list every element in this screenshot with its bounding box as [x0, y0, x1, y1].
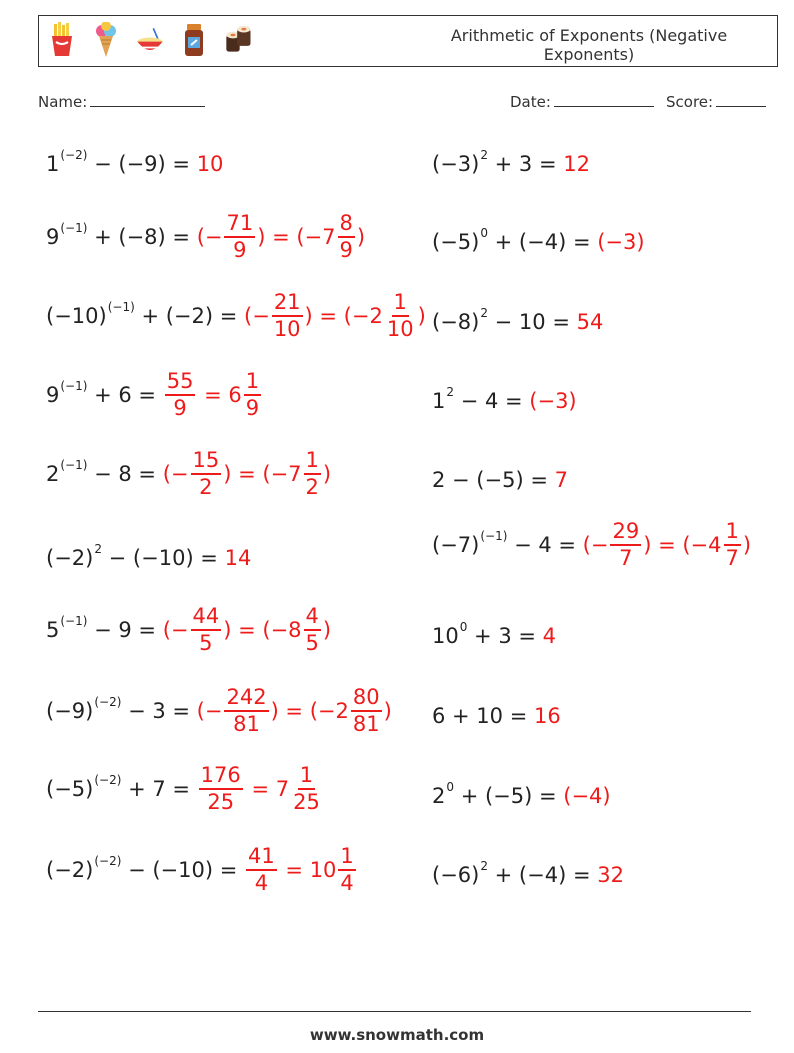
problem-left-4: [46, 365, 263, 425]
fraction-denominator: 5: [305, 631, 319, 655]
problem-operation: 6 + 10 =: [432, 704, 534, 728]
fraction: [224, 213, 255, 261]
problem-answer: (−3): [597, 230, 645, 254]
fraction: [338, 846, 355, 894]
answer-mixed-whole: ) = (−8: [223, 618, 302, 642]
fraction: [244, 371, 261, 419]
fraction-numerator: 1: [304, 450, 321, 475]
fraction: [304, 606, 321, 654]
answer-prefix: (−: [582, 533, 609, 557]
problem-answer: 32: [597, 863, 624, 887]
jam-jar-icon: [179, 22, 209, 58]
problem-left-1: [46, 134, 223, 194]
problem-right-5: [432, 450, 568, 510]
problem-operation: − 10 =: [487, 310, 577, 334]
fraction: [191, 450, 222, 498]
fries-icon: [47, 22, 77, 58]
score-field: [666, 92, 766, 111]
problem-base: 10: [432, 624, 459, 648]
fraction: [199, 765, 243, 813]
answer-suffix: ): [322, 618, 332, 642]
fraction-numerator: 1: [724, 521, 741, 546]
problem-base: (−6): [432, 863, 480, 887]
name-field: [38, 92, 205, 111]
fraction-denominator: 4: [254, 871, 269, 895]
problem-base: (−3): [432, 152, 480, 176]
problem-base: 1: [432, 389, 446, 413]
answer-prefix: (−: [196, 225, 223, 249]
problem-base: 1: [46, 152, 60, 176]
problem-right-1: [432, 134, 590, 194]
problem-base: 2: [46, 462, 60, 486]
problem-base: 5: [46, 618, 60, 642]
sushi-rolls-icon: [223, 22, 253, 58]
problem-exponent: 2: [480, 306, 488, 320]
fraction-numerator: 41: [246, 846, 277, 871]
fraction-denominator: 9: [173, 396, 187, 420]
fraction: [246, 846, 277, 894]
problem-right-9: [432, 766, 611, 826]
problem-answer: 4: [542, 624, 557, 648]
problem-exponent: 0: [480, 226, 488, 240]
problem-operation: + (−4) =: [487, 230, 598, 254]
score-label: Score:: [666, 93, 714, 111]
problem-base: (−9): [46, 699, 94, 723]
problem-exponent: (−1): [480, 529, 508, 543]
fraction-numerator: 176: [199, 765, 243, 790]
noodle-bowl-icon: [135, 22, 165, 58]
fraction-denominator: 10: [273, 317, 301, 341]
problem-left-2: [46, 207, 365, 267]
fraction-numerator: 1: [244, 371, 261, 396]
fraction: [351, 687, 382, 735]
fraction: [191, 606, 222, 654]
ice-cream-icon: [91, 22, 121, 58]
problem-base: 2: [432, 784, 446, 808]
problem-answer: 12: [563, 152, 590, 176]
fraction: [224, 687, 268, 735]
problem-operation: − 9 =: [87, 618, 163, 642]
fraction-denominator: 5: [199, 631, 213, 655]
problem-left-3: [46, 286, 426, 346]
answer-mixed-whole: ) = (−2: [304, 304, 383, 328]
worksheet-header: [38, 15, 778, 67]
fraction-numerator: 21: [272, 292, 303, 317]
fraction-numerator: 71: [224, 213, 255, 238]
problem-operation: − 4 =: [507, 533, 583, 557]
problem-exponent: (−2): [94, 854, 122, 868]
problem-left-6: [46, 528, 251, 588]
fraction: [272, 292, 303, 340]
problem-right-7: [432, 606, 556, 666]
fraction: [385, 292, 416, 340]
problem-operation: + (−8) =: [87, 225, 197, 249]
problem-operation: 2 − (−5) =: [432, 468, 555, 492]
problem-operation: + 7 =: [121, 777, 197, 801]
problem-answer: (−4): [563, 784, 611, 808]
answer-mixed-whole: = 7: [244, 777, 290, 801]
answer-suffix: ): [383, 699, 392, 723]
fraction: [304, 450, 321, 498]
problem-base: (−5): [432, 230, 480, 254]
problem-left-9: [46, 759, 324, 819]
fraction-denominator: 25: [207, 790, 235, 814]
fraction-numerator: 55: [165, 371, 196, 396]
problem-exponent: 2: [446, 385, 455, 399]
problem-exponent: (−1): [107, 300, 135, 314]
problem-exponent: (−1): [60, 458, 88, 472]
name-label: Name:: [38, 93, 88, 111]
footer-url: www.snowmath.com: [309, 1026, 485, 1044]
problem-right-4: [432, 371, 577, 431]
fraction-denominator: 9: [233, 238, 247, 262]
fraction-numerator: 15: [191, 450, 222, 475]
fraction-denominator: 7: [725, 546, 739, 570]
fraction-numerator: 242: [224, 687, 268, 712]
fraction-denominator: 81: [352, 712, 380, 736]
problem-base: (−10): [46, 304, 107, 328]
problem-answer: 7: [554, 468, 568, 492]
problem-operation: + 6 =: [87, 383, 163, 407]
fraction-denominator: 7: [619, 546, 633, 570]
fraction-denominator: 4: [340, 871, 354, 895]
answer-mixed-whole: ) = (−7: [223, 462, 302, 486]
problem-base: (−7): [432, 533, 480, 557]
problem-right-3: [432, 292, 603, 352]
problem-base: 9: [46, 383, 60, 407]
fraction-numerator: 29: [610, 521, 641, 546]
problem-answer: 54: [576, 310, 604, 334]
fraction-numerator: 1: [338, 846, 355, 871]
header-icons: [47, 22, 253, 58]
fraction: [610, 521, 641, 569]
answer-mixed-whole: ) = (−2: [270, 699, 349, 723]
name-blank[interactable]: [90, 92, 205, 107]
problem-right-6: [432, 515, 751, 575]
problem-base: (−2): [46, 546, 94, 570]
fraction-denominator: 9: [339, 238, 353, 262]
problem-left-8: [46, 681, 392, 741]
answer-prefix: (−: [196, 699, 223, 723]
problem-exponent: 0: [459, 620, 468, 634]
problem-answer: 16: [533, 704, 561, 728]
answer-mixed-whole: = 6: [197, 383, 242, 407]
problem-left-7: [46, 600, 331, 660]
problem-right-8: [432, 686, 561, 746]
problem-operation: − (−10) =: [101, 546, 225, 570]
fraction-denominator: 2: [199, 475, 213, 499]
date-field: [510, 92, 654, 111]
problem-operation: + 3 =: [487, 152, 564, 176]
score-blank[interactable]: [716, 92, 766, 107]
problem-exponent: (−1): [60, 221, 88, 235]
problem-base: (−8): [432, 310, 480, 334]
problem-exponent: 2: [480, 859, 488, 873]
answer-mixed-whole: ) = (−4: [643, 533, 722, 557]
answer-suffix: ): [742, 533, 752, 557]
problem-operation: + 3 =: [467, 624, 543, 648]
answer-mixed-whole: ) = (−7: [257, 225, 336, 249]
answer-suffix: ): [417, 304, 426, 328]
problem-exponent: 2: [480, 148, 488, 162]
problem-exponent: (−1): [60, 614, 88, 628]
fraction: [338, 213, 355, 261]
problem-answer: (−3): [529, 389, 577, 413]
fraction: [724, 521, 741, 569]
problem-base: (−2): [46, 858, 94, 882]
worksheet-title: Arithmetic of Exponents (Negative Exponents): [450, 26, 728, 64]
problem-exponent: (−2): [94, 695, 122, 709]
problem-right-10: [432, 845, 624, 905]
date-blank[interactable]: [554, 92, 654, 107]
problem-operation: − (−9) =: [87, 152, 197, 176]
problem-exponent: (−1): [60, 379, 88, 393]
fraction: [291, 765, 322, 813]
answer-prefix: (−: [244, 304, 270, 328]
answer-suffix: ): [356, 225, 366, 249]
fraction-numerator: 1: [392, 292, 409, 317]
problem-operation: − 4 =: [454, 389, 530, 413]
fraction-denominator: 10: [386, 317, 414, 341]
problem-exponent: (−2): [60, 148, 88, 162]
problem-answer: 10: [196, 152, 224, 176]
answer-prefix: (−: [162, 618, 189, 642]
problem-operation: + (−2) =: [134, 304, 245, 328]
fraction-denominator: 81: [233, 712, 260, 736]
answer-prefix: (−: [162, 462, 189, 486]
answer-suffix: ): [322, 462, 332, 486]
problem-operation: − 3 =: [121, 699, 197, 723]
fraction: [165, 371, 196, 419]
problem-base: 9: [46, 225, 60, 249]
fraction-denominator: 25: [293, 790, 320, 814]
fraction-numerator: 4: [304, 606, 321, 631]
problem-exponent: 0: [446, 780, 455, 794]
answer-mixed-whole: = 10: [278, 858, 337, 882]
fraction-numerator: 1: [298, 765, 315, 790]
fraction-numerator: 44: [191, 606, 222, 631]
problem-answer: 14: [224, 546, 252, 570]
fraction-denominator: 2: [305, 475, 319, 499]
problem-exponent: 2: [94, 542, 102, 556]
fraction-numerator: 8: [338, 213, 355, 238]
problem-operation: − 8 =: [87, 462, 163, 486]
date-label: Date:: [510, 93, 551, 111]
problem-exponent: (−2): [94, 773, 122, 787]
problem-base: (−5): [46, 777, 94, 801]
fraction-denominator: 9: [245, 396, 260, 420]
fraction-numerator: 80: [351, 687, 382, 712]
problem-left-10: [46, 840, 358, 900]
problem-right-2: [432, 212, 645, 272]
problem-left-5: [46, 444, 331, 504]
footer-divider: [38, 1011, 751, 1012]
problem-operation: − (−10) =: [121, 858, 245, 882]
problem-operation: + (−5) =: [454, 784, 564, 808]
problem-operation: + (−4) =: [487, 863, 598, 887]
